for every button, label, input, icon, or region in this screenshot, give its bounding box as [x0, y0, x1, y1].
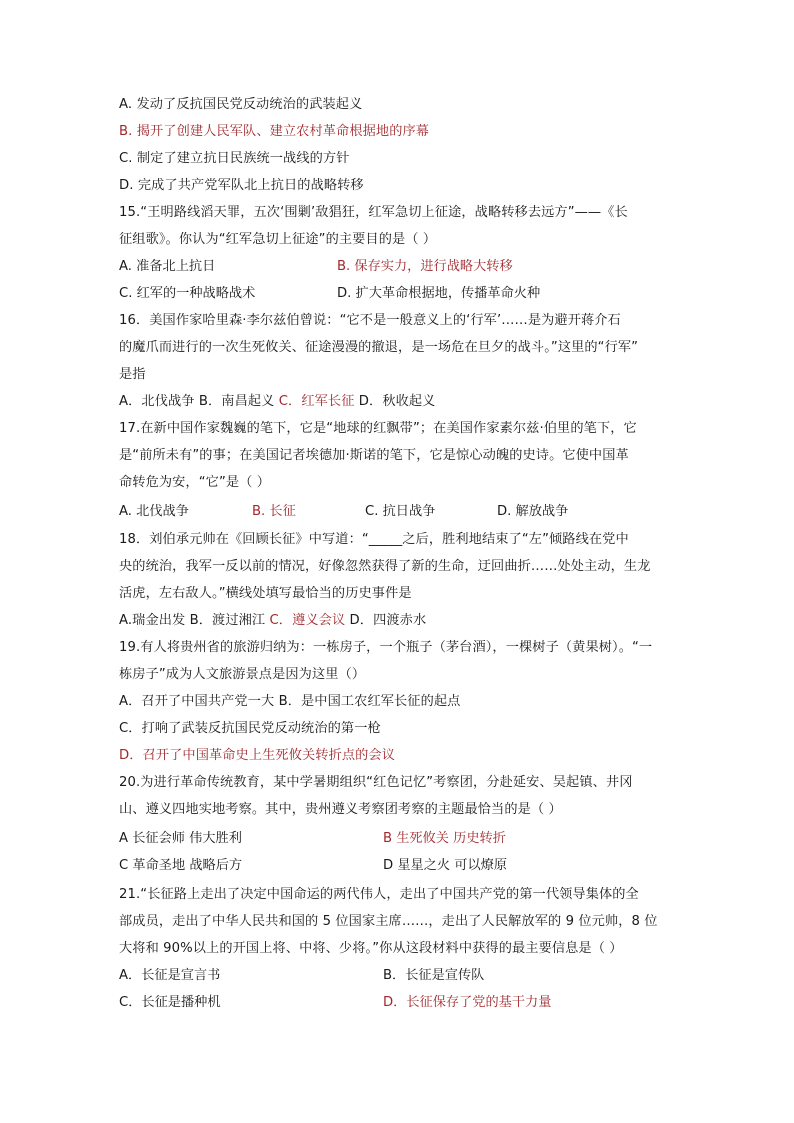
q16-option-d: D．秋收起义 [354, 394, 436, 409]
q15-option-c: C. 红军的一种战略战术 [119, 286, 256, 301]
q21-stem-line2: 部成员，走出了中华人民共和国的 5 位国家主席……，走出了人民解放军的 9 位元帅，8 位 [119, 914, 658, 929]
q20-option-b: B 生死攸关 历史转折 [383, 831, 506, 846]
q14-option-b: B. 揭开了创建人民军队、建立农村革命根据地的序幕 [119, 124, 430, 139]
q19-option-d: D．召开了中国革命史上生死攸关转折点的会议 [119, 748, 396, 763]
q16-stem-line1: 16．美国作家哈里森·李尔兹伯曾说：“它不是一般意义上的‘行军’……是为避开蒋介石 [119, 313, 621, 328]
q17-option-c: C. 抗日战争 [365, 504, 436, 519]
q16-option-c: C．红军长征 [278, 394, 355, 409]
q15-stem-line2: 征组歌》。你认为“红军急切上征途”的主要目的是（ ） [119, 232, 437, 247]
q19-stem-line2: 栋房子”成为人文旅游景点是因为这里（） [119, 667, 366, 682]
q21-stem-line3: 大将和 90%以上的开国上将、中将、少将。”你从这段材料中获得的最主要信息是（ ） [119, 941, 623, 956]
q21-option-c: C．长征是播种机 [119, 995, 221, 1010]
q19-option-c: C．打响了武装反抗国民党反动统治的第一枪 [119, 721, 381, 736]
q17-option-a: A. 北伐战争 [119, 504, 189, 519]
q18-options [119, 612, 682, 630]
q21-option-b: B．长征是宣传队 [383, 968, 485, 983]
q16-option-ab: A．北伐战争 B．南昌起义 [119, 394, 279, 409]
q18-option-d: D．四渡赤水 [345, 613, 427, 628]
q14-option-d: D. 完成了共产党军队北上抗日的战略转移 [119, 178, 364, 193]
q17-option-d: D. 解放战争 [497, 504, 569, 519]
q20-stem-line1: 20.为进行革命传统教育，某中学暑期组织“红色记忆”考察团，分赴延安、吴起镇、井冈 [119, 775, 633, 790]
q18-option-ab: A.瑞金出发 B．渡过湘江 [119, 613, 270, 628]
q21-option-a: A．长征是宣言书 [119, 968, 221, 983]
q15-stem-line1: 15.“王明路线滔天罪，五次‘围剿’敌猖狂，红军急切上征途，战略转移去远方”——《长 [119, 205, 628, 220]
q17-stem-line1: 17.在新中国作家魏巍的笔下，它是“地球的红飘带”；在美国作家素尔兹·伯里的笔下，它 [119, 421, 637, 436]
q19-stem-line1: 19.有人将贵州省的旅游归纳为：一栋房子，一个瓶子（茅台酒），一棵树子（黄果树）。“一 [119, 640, 653, 655]
q16-stem-line2: 的魔爪而进行的一次生死攸关、征途漫漫的撤退，是一场危在旦夕的战斗。”这里的“行军” [119, 340, 639, 355]
q18-stem-line2: 央的统治，我军一反以前的情况，好像忽然获得了新的生命，迂回曲折……处处主动，生龙 [119, 559, 651, 574]
q20-option-a: A 长征会师 伟大胜利 [119, 831, 242, 846]
q14-option-c: C. 制定了建立抗日民族统一战线的方针 [119, 151, 350, 166]
q21-option-d: D．长征保存了党的基干力量 [383, 995, 552, 1010]
q14-option-a: A. 发动了反抗国民党反动统治的武装起义 [119, 97, 363, 112]
q20-option-c: C 革命圣地 战略后方 [119, 858, 243, 873]
q21-stem-line1: 21.“长征路上走出了决定中国命运的两代伟人，走出了中国共产党的第一代领导集体的全 [119, 887, 639, 902]
q15-option-d: D. 扩大革命根据地，传播革命火种 [337, 286, 541, 301]
q18-stem-line3: 活虎，左右敌人。”横线处填写最恰当的历史事件是 [119, 586, 412, 601]
q20-option-d: D 星星之火 可以燎原 [383, 858, 508, 873]
q18-stem-line1: 18．刘伯承元帅在《回顾长征》中写道：“_____之后，胜利地结束了“左”倾路线在党中 [119, 532, 629, 547]
q16-options [119, 393, 682, 411]
q17-option-b: B. 长征 [252, 504, 296, 519]
q19-option-ab: A．召开了中国共产党一大 B．是中国工农红军长征的起点 [119, 694, 461, 709]
q15-option-a: A. 准备北上抗日 [119, 259, 216, 274]
q15-option-b: B. 保存实力，进行战略大转移 [337, 259, 513, 274]
q18-option-c: C．遵义会议 [269, 613, 346, 628]
q17-stem-line3: 命转危为安，“它”是（ ） [119, 475, 271, 490]
q20-stem-line2: 山、遵义四地实地考察。其中，贵州遵义考察团考察的主题最恰当的是（ ） [119, 802, 562, 817]
q16-stem-line3: 是指 [119, 367, 146, 382]
q17-stem-line2: 是“前所未有”的事；在美国记者埃德加·斯诺的笔下，它是惊心动魄的史诗。它使中国革 [119, 448, 629, 463]
